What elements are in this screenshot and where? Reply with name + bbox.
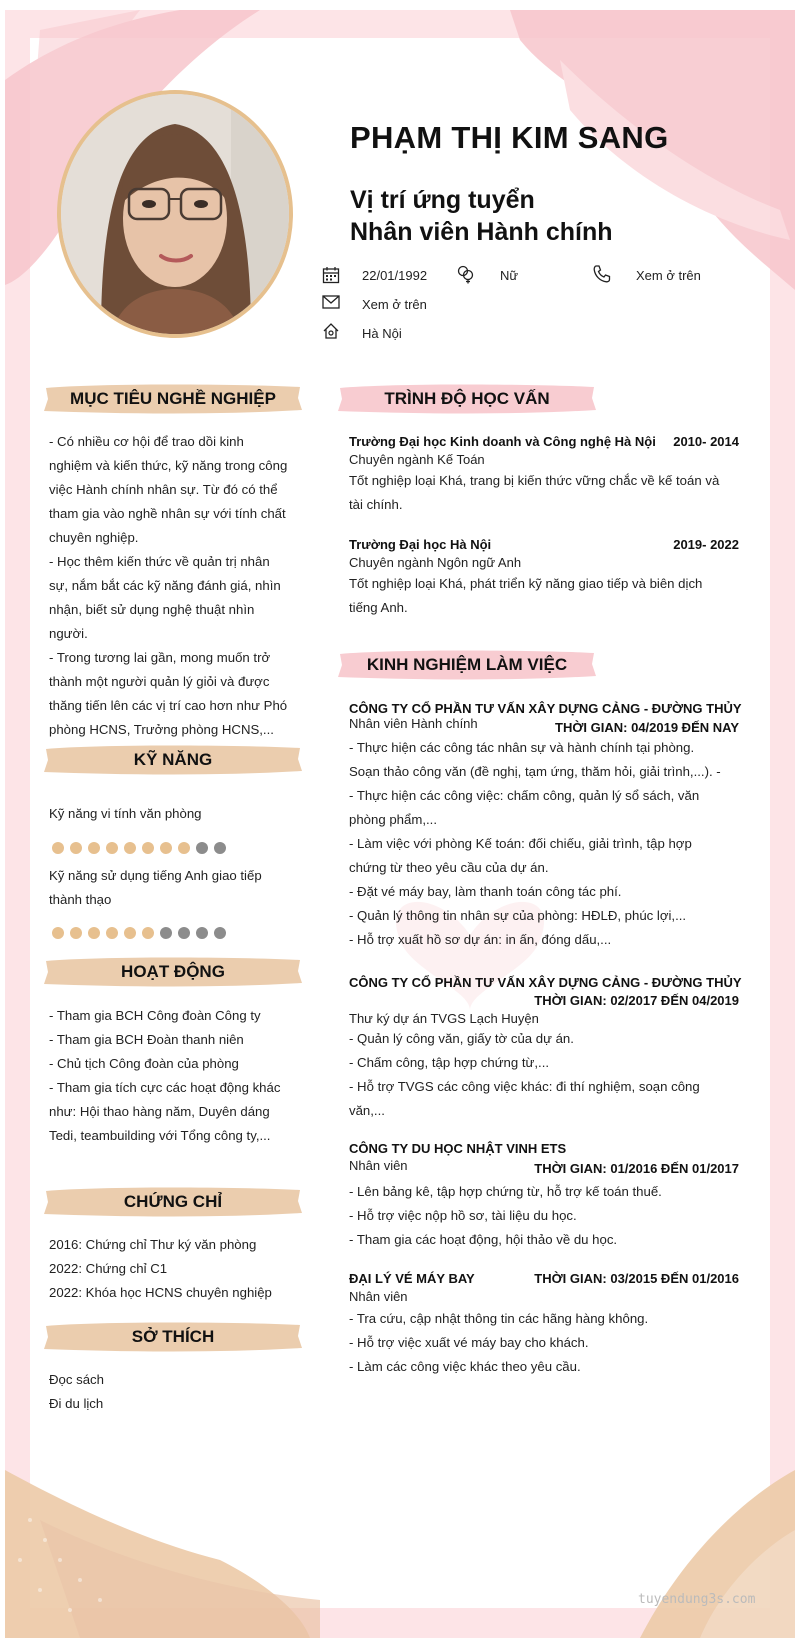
activities-header: HOẠT ĐỘNG [42,955,304,989]
certificates-header: CHỨNG CHỈ [42,1185,304,1219]
rating-dot-empty [214,842,226,854]
rating-dot-filled [106,927,118,939]
job-time: THỜI GIAN: 03/2015 ĐẾN 01/2016 [534,1271,739,1286]
email-icon [322,294,340,310]
job-duties: - Tra cứu, cập nhật thông tin các hãng hàng không. - Hỗ trợ việc xuất vé máy bay cho khách. - Làm các công việc khác theo yêu cầu. [349,1311,649,1374]
education-years: 2019- 2022 [673,537,739,552]
school-name: Trường Đại học Hà Nội [349,537,492,552]
phone-icon [592,264,612,284]
watermark: tuyendung3s.com [638,1592,756,1607]
rating-dot-empty [196,842,208,854]
education-years: 2010- 2014 [673,434,739,449]
education-item [349,537,739,552]
rating-dot-filled [106,842,118,854]
job-duties: - Lên bảng kê, tập hợp chứng từ, hỗ trợ kế toán thuế. - Hỗ trợ việc nộp hồ sơ, tài liệu du học. - Tham gia các hoạt động, hội thảo về du học. [349,1184,662,1247]
rating-dot-filled [178,842,190,854]
education-item [349,434,739,449]
rating-dot-filled [160,842,172,854]
position-label: Vị trí ứng tuyển [350,186,535,214]
rating-dot-filled [52,927,64,939]
education-desc: Tốt nghiệp loại Khá, phát triển kỹ năng giao tiếp và biên dịch tiếng Anh. [349,576,703,615]
phone-value: Xem ở trên [636,268,701,283]
hobbies-header: SỞ THÍCH [42,1320,304,1354]
rating-dot-empty [178,927,190,939]
activities-text: - Tham gia BCH Công đoàn Công ty - Tham gia BCH Đoàn thanh niên - Chủ tịch Công đoàn của phòng - Tham gia tích cực các hoạt động khác như: Hội thao hàng năm, Duyên dáng Tedi, teambuilding với Tổng công ty,... [49,1008,281,1143]
calendar-icon [322,266,340,284]
company-name: CÔNG TY CỔ PHẦN TƯ VẤN XÂY DỰNG CẢNG - ĐƯỜNG THỦY [349,975,742,990]
job-duties: - Quản lý công văn, giấy tờ của dự án. - Chấm công, tập hợp chứng từ,... - Hỗ trợ TVGS các công việc khác: đi thí nghiệm, soạn công văn,... [349,1031,700,1118]
experience-header: KINH NGHIỆM LÀM VIỆC [336,648,598,682]
education-header: TRÌNH ĐỘ HỌC VẤN [336,382,598,416]
major: Chuyên ngành Kế Toán [349,452,485,467]
job-time: THỜI GIAN: 04/2019 ĐẾN NAY [555,720,739,735]
hobbies-text: Đọc sách Đi du lịch [49,1372,104,1411]
company-name: ĐẠI LÝ VÉ MÁY BAY [349,1271,475,1286]
rating-dot-filled [124,842,136,854]
rating-dot-filled [88,927,100,939]
job-role: Nhân viên [349,1158,408,1173]
rating-dot-empty [160,927,172,939]
company-name: CÔNG TY DU HỌC NHẬT VINH ETS [349,1141,567,1156]
objective-text: - Có nhiều cơ hội để trao dồi kinh nghiệm và kiến thức, kỹ năng trong công việc Hành chính nhân sự. Từ đó có thể tham gia vào nghề nhân sự với tính chất chuyên nghiệp. - Học thêm kiến thức về quản trị nhân sự, nắm bắt các kỹ năng đánh giá, nhìn nhận, biết sử dụng nghệ thuật nhìn người. - Trong tương lai gần, mong muốn trở thành một người quản lý giỏi và được thăng tiến lên các vị trí cao hơn như Phó phòng HCNS, Trưởng phòng HCNS,... [49,434,288,737]
address-value: Hà Nội [362,326,402,341]
skill-name: Kỹ năng sử dụng tiếng Anh giao tiếp thành thạo [49,868,262,907]
skill-name: Kỹ năng vi tính văn phòng [49,806,202,821]
rating-dot-filled [142,927,154,939]
rating-dot-filled [88,842,100,854]
rating-dot-filled [124,927,136,939]
rating-dot-empty [196,927,208,939]
avatar [61,94,289,334]
rating-dot-filled [70,842,82,854]
rating-dot-filled [70,927,82,939]
gender-icon [456,264,476,284]
job-role: Thư ký dự án TVGS Lạch Huyện [349,1011,539,1026]
candidate-name: PHẠM THỊ KIM SANG [350,120,669,155]
education-desc: Tốt nghiệp loại Khá, trang bị kiến thức vững chắc về kế toán và tài chính. [349,473,720,512]
profile-photo [57,90,293,338]
certificates-text: 2016: Chứng chỉ Thư ký văn phòng 2022: Chứng chỉ C1 2022: Khóa học HCNS chuyên nghiệp [49,1237,272,1300]
rating-dot-empty [214,927,226,939]
company-name: CÔNG TY CỔ PHẦN TƯ VẤN XÂY DỰNG CẢNG - ĐƯỜNG THỦY [349,701,742,716]
job-role: Nhân viên [349,1289,408,1304]
position-value: Nhân viên Hành chính [350,218,613,246]
email-value: Xem ở trên [362,297,427,312]
skill-rating [52,927,226,939]
rating-dot-filled [52,842,64,854]
job-role: Nhân viên Hành chính [349,716,478,731]
home-icon [322,322,340,340]
job-duties: - Thực hiện các công tác nhân sự và hành chính tại phòng. Soạn thảo công văn (đề nghị, tạm ứng, thăm hỏi, giải trình,...). - - Thực hiện các công việc: chấm công, quản lý sổ sách, văn phòng phẩm,... - Làm việc với phòng Kế toán: đối chiếu, giải trình, tập hợp chứng từ theo yêu cầu của dự án. - Đặt vé máy bay, làm thanh toán công tác phí. - Quản lý thông tin nhân sự của phòng: HĐLĐ, phúc lợi,... - Hỗ trợ xuất hồ sơ dự án: in ấn, đóng dấu,... [349,740,721,947]
rating-dot-filled [142,842,154,854]
job-time: THỜI GIAN: 01/2016 ĐẾN 01/2017 [534,1161,739,1176]
dob-value: 22/01/1992 [362,268,428,283]
skill-rating [52,842,226,854]
skills-header: KỸ NĂNG [42,743,304,777]
major: Chuyên ngành Ngôn ngữ Anh [349,555,522,570]
school-name: Trường Đại học Kinh doanh và Công nghệ Hà Nội [349,434,656,449]
gender-value: Nữ [500,268,519,283]
job-time: THỜI GIAN: 02/2017 ĐẾN 04/2019 [534,993,739,1008]
position-title [350,184,613,248]
objective-header: MỤC TIÊU NGHỀ NGHIỆP [42,382,304,416]
